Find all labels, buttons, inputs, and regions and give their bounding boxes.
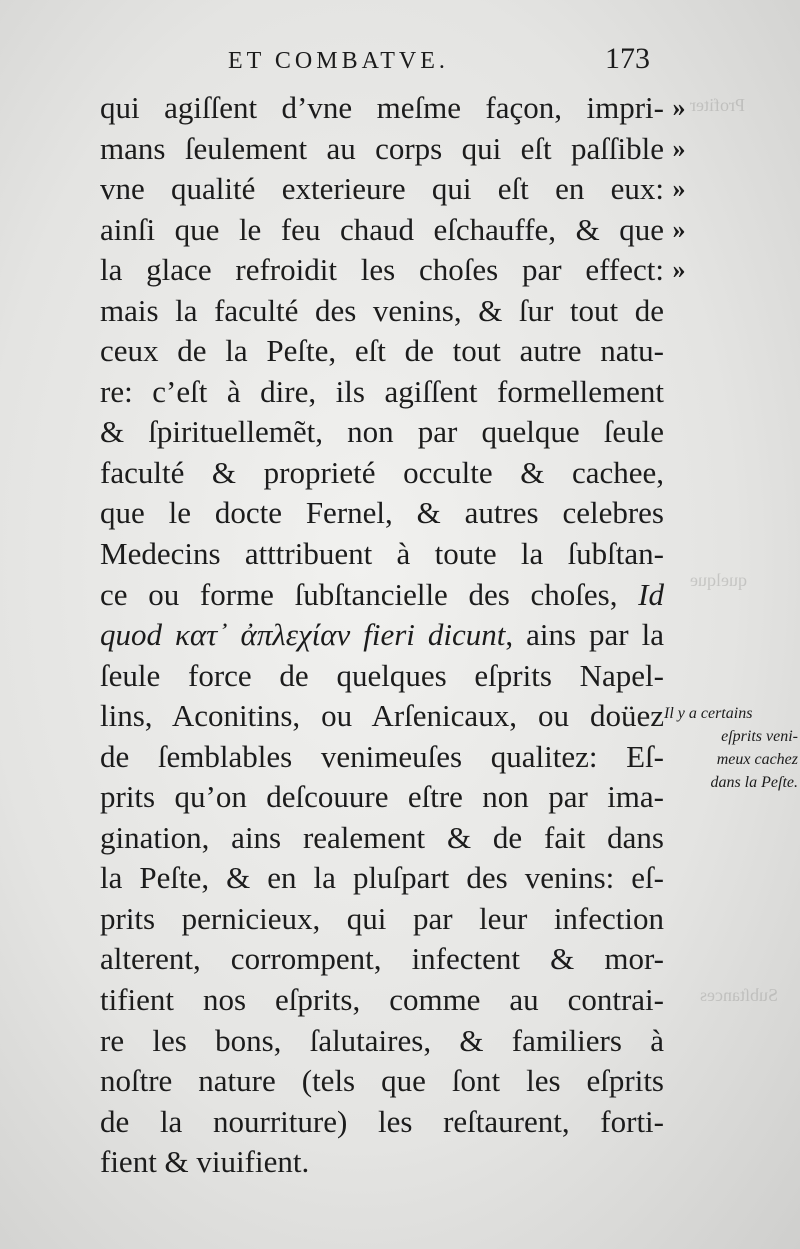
text-line	[100, 858, 664, 899]
text-line	[100, 939, 664, 980]
text-segment: alterent, corrompent, infectent & mor-	[100, 941, 664, 977]
text-segment: ceux de la Peſte, eſt de tout autre natu-	[100, 333, 664, 369]
text-line	[100, 169, 664, 210]
text-segment: mans ſeulement au corps qui eſt paſſible	[100, 130, 664, 166]
text-line	[100, 1021, 664, 1062]
page-header	[228, 42, 658, 82]
text-line	[100, 291, 664, 332]
text-line	[100, 696, 664, 737]
show-through-text: Profiter	[690, 95, 745, 115]
quotation-mark: »	[672, 93, 686, 122]
text-line	[100, 453, 664, 494]
italic-text-segment: quod κατ᾽ ἀπλεχίαν fieri dicunt	[100, 617, 506, 653]
text-segment: ainſi que le feu chaud eſchauffe, & que	[100, 211, 664, 247]
text-segment: , ains par la	[505, 617, 664, 653]
text-segment: Medecins atttribuent à toute la ſubſtan-	[100, 536, 664, 572]
show-through-text: Subſtances	[700, 985, 778, 1005]
text-line	[100, 88, 664, 129]
text-line	[100, 534, 664, 575]
text-segment: de la nourriture) les reſtaurent, forti-	[100, 1103, 664, 1139]
text-line	[100, 656, 664, 697]
page-number: 173	[605, 42, 650, 75]
text-line	[100, 737, 664, 778]
text-segment: lins, Aconitins, ou Arſenicaux, ou doüez	[100, 698, 664, 734]
text-segment: qui agiſſent d’vne meſme façon, impri-	[100, 90, 664, 125]
quotation-mark: »	[672, 174, 686, 204]
marginal-note-line: meux cachez	[716, 751, 798, 768]
text-segment: noſtre nature (tels que ſont les eſprits	[100, 1063, 664, 1099]
italic-text-segment: Id	[638, 576, 664, 612]
body-text	[100, 88, 664, 1183]
text-line	[100, 129, 664, 170]
text-line	[100, 331, 664, 372]
text-line	[100, 615, 664, 656]
text-segment: mais la faculté des venins, & ſur tout de	[100, 292, 664, 328]
show-through-text: quelque	[690, 570, 747, 590]
text-segment: ce ou forme ſubſtancielle des choſes,	[100, 576, 639, 612]
text-segment: prits pernicieux, qui par leur infection	[100, 900, 664, 936]
quotation-mark: »	[672, 214, 686, 244]
text-line	[100, 575, 664, 616]
marginal-note-line: eſprits veni-	[721, 728, 798, 745]
text-segment: la glace refroidit les choſes par effect:	[100, 252, 664, 288]
text-segment: & ſpirituellemẽt, non par quelque ſeule	[100, 414, 664, 450]
text-segment: fient & viuifient.	[100, 1144, 310, 1180]
text-line	[100, 493, 664, 534]
text-line	[100, 412, 664, 453]
marginal-note-line: Il y a certains	[664, 705, 753, 722]
text-segment: re: c’eſt à dire, ils agiſſent formellement	[100, 373, 664, 409]
quotation-mark: »	[672, 133, 686, 163]
text-segment: re les bons, ſalutaires, & familiers à	[100, 1022, 664, 1058]
running-title: ET COMBATVE.	[228, 48, 449, 74]
text-line	[100, 372, 664, 413]
marginal-note	[664, 702, 798, 794]
text-segment: prits qu’on deſcouure eſtre non par ima-	[100, 779, 664, 815]
quotation-mark: »	[672, 255, 686, 285]
text-line	[100, 210, 664, 251]
text-line	[100, 980, 664, 1021]
text-line	[100, 818, 664, 859]
text-segment: ſeule force de quelques eſprits Napel-	[100, 657, 664, 693]
quotation-marks-column	[664, 88, 694, 291]
text-line	[100, 1142, 664, 1183]
text-line	[100, 1102, 664, 1143]
marginal-note-line: dans la Peſte.	[710, 774, 798, 791]
text-line	[100, 250, 664, 291]
text-segment: vne qualité exterieure qui eſt en eux:	[100, 171, 664, 207]
text-segment: tifient nos eſprits, comme au contrai-	[100, 982, 664, 1018]
text-line	[100, 899, 664, 940]
text-segment: que le docte Fernel, & autres celebres	[100, 495, 664, 531]
text-segment: gination, ains realement & de fait dans	[100, 819, 664, 855]
text-segment: de ſemblables venimeuſes qualitez: Eſ-	[100, 738, 664, 774]
text-segment: faculté & proprieté occulte & cachee,	[100, 454, 664, 490]
text-segment: la Peſte, & en la pluſpart des venins: eſ-	[100, 860, 664, 896]
text-line	[100, 777, 664, 818]
text-line	[100, 1061, 664, 1102]
